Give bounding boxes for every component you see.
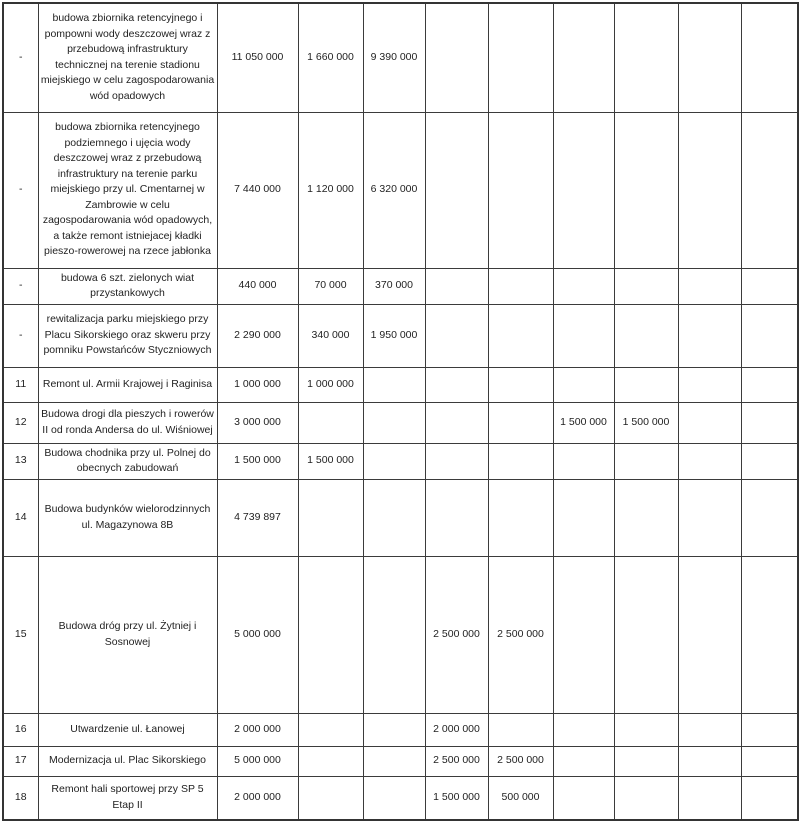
description-cell: budowa zbiornika retencyjnego i pompowni wody deszczowej wraz z przebudową infrastruktury technicznej na terenie stadionu miejskiego w celu zagospodarowania wód opadowych bbox=[38, 3, 217, 112]
amount-cell bbox=[553, 3, 614, 112]
amount-cell: 440 000 bbox=[217, 268, 298, 304]
amount-cell bbox=[553, 112, 614, 268]
table-row bbox=[3, 479, 798, 556]
amount-cell: 1 000 000 bbox=[298, 367, 363, 402]
row-number-cell: 16 bbox=[3, 713, 38, 746]
amount-cell bbox=[488, 443, 553, 479]
amount-cell bbox=[678, 776, 741, 820]
table-body bbox=[3, 3, 798, 820]
amount-cell bbox=[678, 556, 741, 713]
amount-cell bbox=[678, 443, 741, 479]
amount-cell: 2 000 000 bbox=[217, 776, 298, 820]
amount-cell bbox=[425, 479, 488, 556]
amount-cell bbox=[298, 402, 363, 443]
amount-cell bbox=[553, 367, 614, 402]
amount-cell bbox=[425, 112, 488, 268]
amount-cell bbox=[553, 304, 614, 367]
amount-cell bbox=[488, 402, 553, 443]
amount-cell bbox=[741, 713, 798, 746]
amount-cell bbox=[741, 556, 798, 713]
amount-cell bbox=[425, 402, 488, 443]
amount-cell bbox=[614, 443, 678, 479]
description-cell: budowa zbiornika retencyjnego podziemnego i ujęcia wody deszczowej wraz z przebudową infrastruktury na terenie parku miejskiego przy ul. Cmentarnej w Zambrowie w celu zagospodarowania wód opadowych, a także remont istniejacej kładki pieszo-rowerowej na rzece jabłonka bbox=[38, 112, 217, 268]
amount-cell bbox=[488, 304, 553, 367]
table-row bbox=[3, 112, 798, 268]
amount-cell: 1 120 000 bbox=[298, 112, 363, 268]
amount-cell bbox=[298, 479, 363, 556]
description-cell: budowa 6 szt. zielonych wiat przystankowych bbox=[38, 268, 217, 304]
amount-cell bbox=[741, 268, 798, 304]
amount-cell bbox=[741, 304, 798, 367]
amount-cell bbox=[678, 3, 741, 112]
amount-cell: 1 500 000 bbox=[425, 776, 488, 820]
amount-cell bbox=[425, 3, 488, 112]
amount-cell bbox=[363, 443, 425, 479]
amount-cell bbox=[553, 268, 614, 304]
amount-cell: 500 000 bbox=[488, 776, 553, 820]
amount-cell bbox=[298, 746, 363, 776]
description-cell: Budowa dróg przy ul. Żytniej i Sosnowej bbox=[38, 556, 217, 713]
amount-cell bbox=[614, 479, 678, 556]
amount-cell bbox=[614, 746, 678, 776]
amount-cell: 11 050 000 bbox=[217, 3, 298, 112]
amount-cell bbox=[614, 304, 678, 367]
amount-cell: 340 000 bbox=[298, 304, 363, 367]
amount-cell bbox=[553, 746, 614, 776]
amount-cell bbox=[678, 268, 741, 304]
amount-cell: 2 500 000 bbox=[488, 556, 553, 713]
amount-cell bbox=[488, 713, 553, 746]
amount-cell bbox=[363, 479, 425, 556]
amount-cell bbox=[678, 746, 741, 776]
amount-cell bbox=[363, 402, 425, 443]
amount-cell bbox=[741, 746, 798, 776]
row-number-cell: - bbox=[3, 268, 38, 304]
amount-cell bbox=[488, 367, 553, 402]
amount-cell bbox=[614, 556, 678, 713]
table-row bbox=[3, 367, 798, 402]
row-number-cell: 13 bbox=[3, 443, 38, 479]
amount-cell: 1 500 000 bbox=[217, 443, 298, 479]
description-cell: rewitalizacja parku miejskiego przy Placu Sikorskiego oraz skweru przy pomniku Powstańców Styczniowych bbox=[38, 304, 217, 367]
amount-cell bbox=[678, 713, 741, 746]
table-row bbox=[3, 556, 798, 713]
amount-cell bbox=[553, 479, 614, 556]
amount-cell bbox=[488, 112, 553, 268]
description-cell: Modernizacja ul. Plac Sikorskiego bbox=[38, 746, 217, 776]
amount-cell bbox=[678, 112, 741, 268]
amount-cell: 2 000 000 bbox=[217, 713, 298, 746]
amount-cell bbox=[678, 402, 741, 443]
amount-cell: 2 500 000 bbox=[425, 746, 488, 776]
amount-cell: 1 500 000 bbox=[614, 402, 678, 443]
table-row bbox=[3, 304, 798, 367]
row-number-cell: 15 bbox=[3, 556, 38, 713]
amount-cell: 3 000 000 bbox=[217, 402, 298, 443]
amount-cell bbox=[553, 443, 614, 479]
amount-cell bbox=[363, 776, 425, 820]
amount-cell bbox=[678, 479, 741, 556]
amount-cell bbox=[678, 367, 741, 402]
amount-cell: 2 000 000 bbox=[425, 713, 488, 746]
row-number-cell: 12 bbox=[3, 402, 38, 443]
amount-cell: 70 000 bbox=[298, 268, 363, 304]
amount-cell bbox=[614, 112, 678, 268]
row-number-cell: - bbox=[3, 3, 38, 112]
amount-cell bbox=[363, 713, 425, 746]
description-cell: Budowa budynków wielorodzinnych ul. Magazynowa 8B bbox=[38, 479, 217, 556]
amount-cell: 9 390 000 bbox=[363, 3, 425, 112]
description-cell: Budowa drogi dla pieszych i rowerów II od ronda Andersa do ul. Wiśniowej bbox=[38, 402, 217, 443]
amount-cell bbox=[553, 713, 614, 746]
amount-cell: 6 320 000 bbox=[363, 112, 425, 268]
table-row bbox=[3, 3, 798, 112]
amount-cell bbox=[425, 304, 488, 367]
amount-cell bbox=[363, 367, 425, 402]
table-row bbox=[3, 443, 798, 479]
row-number-cell: 14 bbox=[3, 479, 38, 556]
amount-cell: 1 000 000 bbox=[217, 367, 298, 402]
amount-cell bbox=[553, 556, 614, 713]
amount-cell bbox=[298, 776, 363, 820]
description-cell: Remont hali sportowej przy SP 5 Etap II bbox=[38, 776, 217, 820]
amount-cell bbox=[741, 367, 798, 402]
table-row bbox=[3, 268, 798, 304]
amount-cell bbox=[488, 268, 553, 304]
amount-cell: 370 000 bbox=[363, 268, 425, 304]
description-cell: Budowa chodnika przy ul. Polnej do obecnych zabudowań bbox=[38, 443, 217, 479]
amount-cell: 1 500 000 bbox=[553, 402, 614, 443]
row-number-cell: - bbox=[3, 304, 38, 367]
amount-cell: 5 000 000 bbox=[217, 746, 298, 776]
amount-cell bbox=[741, 402, 798, 443]
amount-cell bbox=[614, 776, 678, 820]
description-cell: Remont ul. Armii Krajowej i Raginisa bbox=[38, 367, 217, 402]
row-number-cell: 17 bbox=[3, 746, 38, 776]
amount-cell bbox=[298, 556, 363, 713]
amount-cell: 5 000 000 bbox=[217, 556, 298, 713]
amount-cell: 1 950 000 bbox=[363, 304, 425, 367]
amount-cell bbox=[363, 556, 425, 713]
table-row bbox=[3, 713, 798, 746]
amount-cell: 2 290 000 bbox=[217, 304, 298, 367]
amount-cell bbox=[425, 443, 488, 479]
amount-cell: 2 500 000 bbox=[488, 746, 553, 776]
amount-cell: 4 739 897 bbox=[217, 479, 298, 556]
amount-cell bbox=[488, 3, 553, 112]
amount-cell bbox=[741, 479, 798, 556]
table-row bbox=[3, 402, 798, 443]
amount-cell bbox=[741, 112, 798, 268]
amount-cell bbox=[298, 713, 363, 746]
amount-cell bbox=[425, 268, 488, 304]
amount-cell bbox=[363, 746, 425, 776]
amount-cell bbox=[488, 479, 553, 556]
row-number-cell: 18 bbox=[3, 776, 38, 820]
amount-cell: 1 500 000 bbox=[298, 443, 363, 479]
amount-cell: 2 500 000 bbox=[425, 556, 488, 713]
table-row bbox=[3, 776, 798, 820]
amount-cell: 1 660 000 bbox=[298, 3, 363, 112]
amount-cell bbox=[553, 776, 614, 820]
amount-cell bbox=[678, 304, 741, 367]
amount-cell bbox=[741, 443, 798, 479]
amount-cell bbox=[741, 3, 798, 112]
amount-cell bbox=[741, 776, 798, 820]
row-number-cell: 11 bbox=[3, 367, 38, 402]
amount-cell bbox=[614, 367, 678, 402]
table-row bbox=[3, 746, 798, 776]
amount-cell bbox=[614, 268, 678, 304]
amount-cell bbox=[425, 367, 488, 402]
amount-cell: 7 440 000 bbox=[217, 112, 298, 268]
amount-cell bbox=[614, 3, 678, 112]
description-cell: Utwardzenie ul. Łanowej bbox=[38, 713, 217, 746]
budget-table bbox=[2, 2, 799, 821]
amount-cell bbox=[614, 713, 678, 746]
row-number-cell: - bbox=[3, 112, 38, 268]
